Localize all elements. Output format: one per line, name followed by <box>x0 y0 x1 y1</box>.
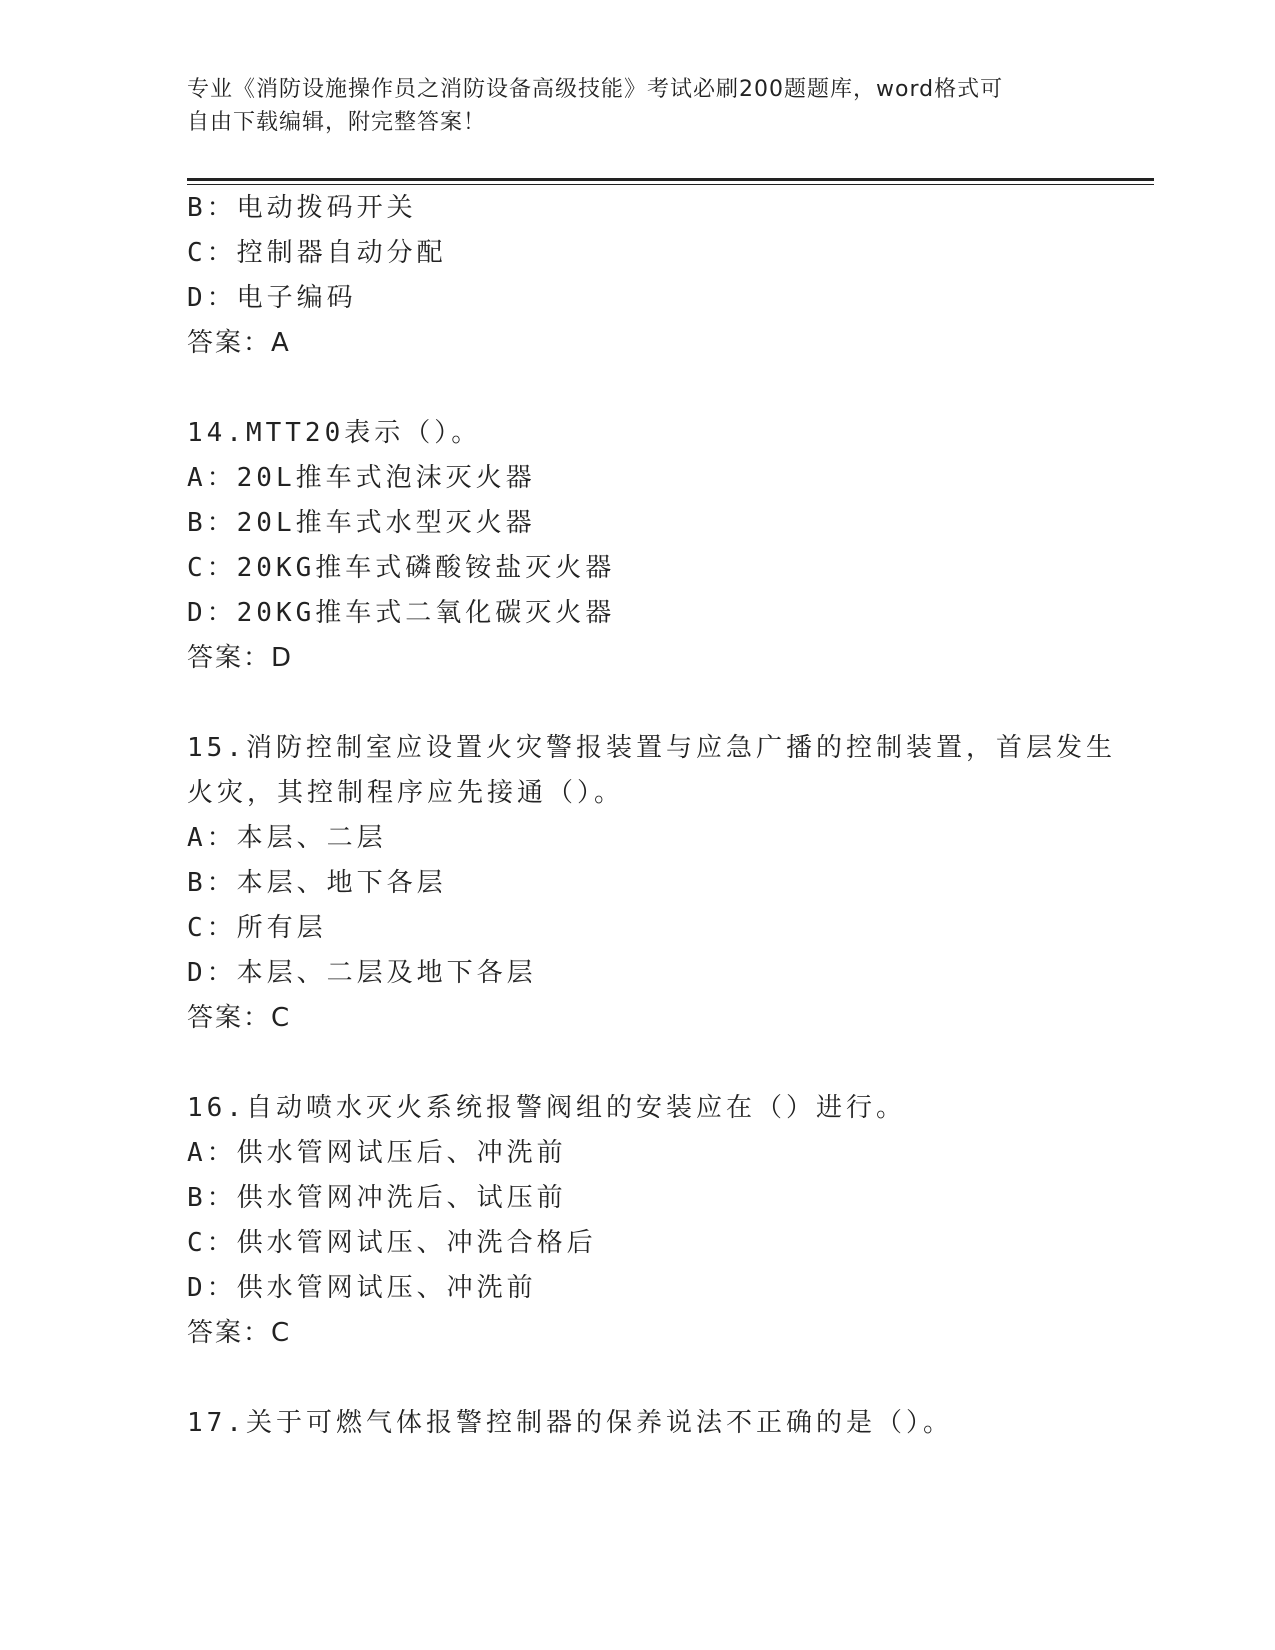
q15-option-c: C：所有层 <box>187 913 327 943</box>
q17-question: 17.关于可燃气体报警控制器的保养说法不正确的是（）。 <box>187 1408 953 1438</box>
q16-answer: 答案：C <box>187 1318 292 1348</box>
q15-option-b: B：本层、地下各层 <box>187 868 447 898</box>
q13-option-d: D：电子编码 <box>187 283 357 313</box>
q16-option-b: B：供水管网冲洗后、试压前 <box>187 1183 567 1213</box>
header-divider-thick <box>187 178 1154 181</box>
q15-question-line-1: 15.消防控制室应设置火灾警报装置与应急广播的控制装置，首层发生 <box>187 733 1116 763</box>
q14-option-d: D：20KG推车式二氧化碳灭火器 <box>187 598 616 628</box>
q14-option-a: A：20L推车式泡沫灭火器 <box>187 463 536 493</box>
q16-option-a: A：供水管网试压后、冲洗前 <box>187 1138 567 1168</box>
q15-answer: 答案：C <box>187 1003 292 1033</box>
header-line-1: 专业《消防设施操作员之消防设备高级技能》考试必刷200题题库，word格式可 <box>187 77 1004 102</box>
q16-option-c: C：供水管网试压、冲洗合格后 <box>187 1228 597 1258</box>
q15-option-a: A：本层、二层 <box>187 823 387 853</box>
q14-option-b: B：20L推车式水型灭火器 <box>187 508 536 538</box>
q16-option-d: D：供水管网试压、冲洗前 <box>187 1273 537 1303</box>
header-divider-thin <box>187 184 1154 185</box>
q13-answer: 答案：A <box>187 328 291 358</box>
q14-answer: 答案：D <box>187 643 294 673</box>
q14-question: 14.MTT20表示（）。 <box>187 418 482 448</box>
q16-question: 16.自动喷水灭火系统报警阀组的安装应在（）进行。 <box>187 1093 906 1123</box>
q15-question-line-2: 火灾，其控制程序应先接通（）。 <box>187 778 625 808</box>
q15-option-d: D：本层、二层及地下各层 <box>187 958 537 988</box>
q13-option-b: B：电动拨码开关 <box>187 193 417 223</box>
header-line-2: 自由下载编辑，附完整答案！ <box>187 110 487 135</box>
q13-option-c: C：控制器自动分配 <box>187 238 447 268</box>
q14-option-c: C：20KG推车式磷酸铵盐灭火器 <box>187 553 616 583</box>
document-header <box>187 73 1087 139</box>
